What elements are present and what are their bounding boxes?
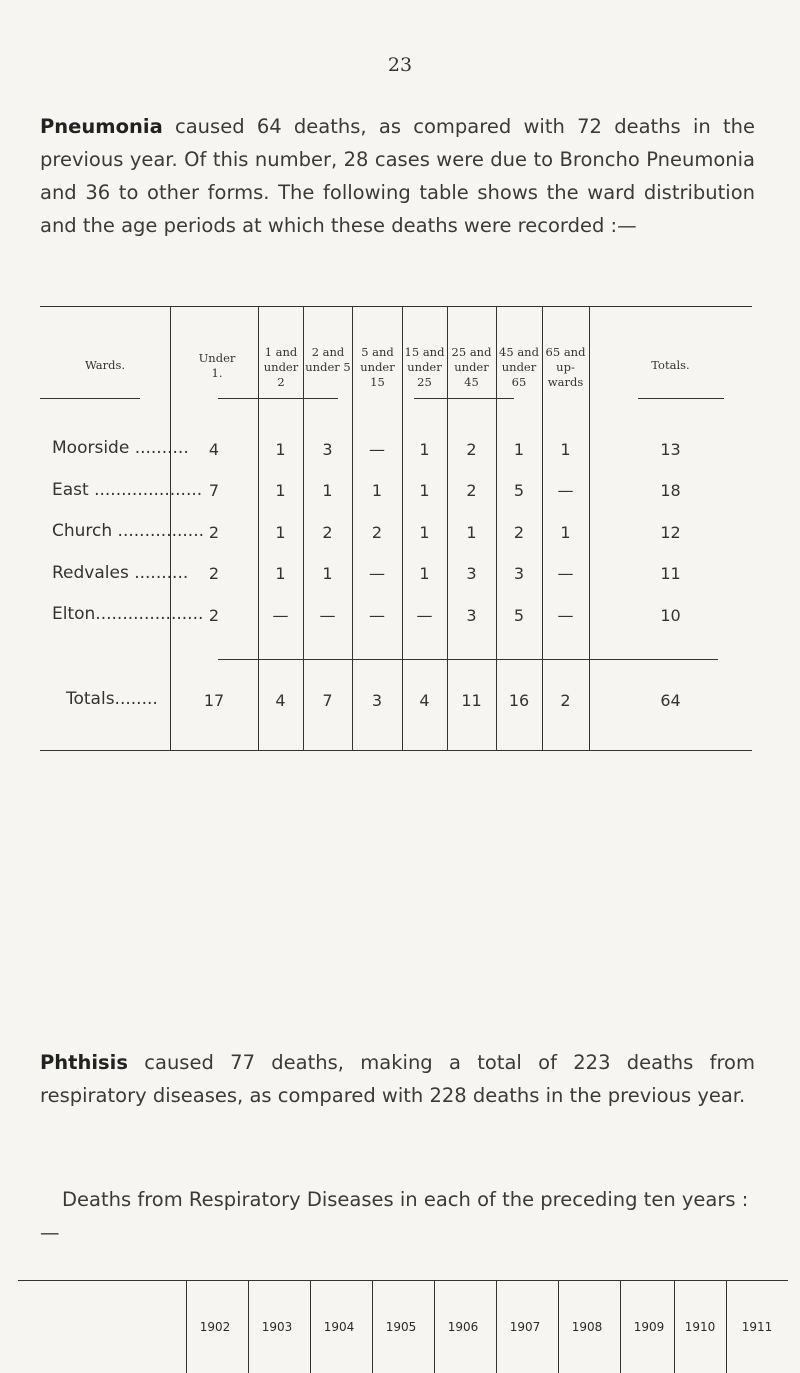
table-cell: — <box>557 481 574 500</box>
table-bottom-rule <box>40 750 752 751</box>
table-cell: 1 <box>275 564 286 583</box>
ward-age-table <box>40 306 752 751</box>
row-label-totals: Totals........ <box>66 689 158 709</box>
phthisis-heading: Phthisis <box>40 1051 128 1074</box>
table-cell: — <box>369 440 385 459</box>
years-col-rule-8 <box>620 1280 621 1373</box>
header-25-under-45: 25 and under 45 <box>451 345 492 389</box>
years-col-rule-10 <box>726 1280 727 1373</box>
table-cell: — <box>557 606 574 625</box>
years-col-rule-1 <box>186 1280 187 1373</box>
years-col-rule-5 <box>434 1280 435 1373</box>
table-cell: 3 <box>371 691 383 710</box>
pneumonia-heading: Pneumonia <box>40 115 163 138</box>
header-15-under-25: 15 and under 25 <box>404 345 445 389</box>
year-header-1906: 1906 <box>447 1320 479 1334</box>
table-cell: 3 <box>513 564 525 583</box>
table-cell: 2 <box>513 523 525 542</box>
years-col-rule-9 <box>674 1280 675 1373</box>
header-rule-totals <box>638 398 724 399</box>
year-header-1908: 1908 <box>571 1320 603 1334</box>
header-2-under-5: 2 and under 5 <box>305 345 351 374</box>
row-label-moorside: Moorside .......... <box>52 438 189 458</box>
table-cell: 18 <box>660 481 681 500</box>
header-wards: Wards. <box>84 358 126 372</box>
header-5-under-15: 5 and under 15 <box>360 345 395 389</box>
table-cell: 2 <box>466 481 477 500</box>
pneumonia-text: caused 64 deaths, as compared with 72 deaths in the previous year. Of this number, 28 cases were due to Broncho Pneumonia and 36 to other forms. The following table shows the ward distribution and the age periods at which these deaths were recorded :— <box>40 115 755 237</box>
table-cell: 1 <box>275 481 286 500</box>
header-1-under-2: 1 and under 2 <box>263 345 299 389</box>
table-cell: 2 <box>466 440 477 459</box>
year-header-1903: 1903 <box>261 1320 293 1334</box>
table-cell: 4 <box>275 691 286 710</box>
table-cell: 1 <box>419 523 430 542</box>
table-cell: 7 <box>322 691 333 710</box>
header-under-1: Under 1. <box>198 351 236 380</box>
years-table-top-rule <box>18 1280 788 1281</box>
table-top-rule <box>40 306 752 307</box>
header-65-upwards: 65 and up-wards <box>545 345 586 389</box>
table-cell: 3 <box>466 564 477 583</box>
table-cell: — <box>369 564 385 583</box>
row-label-east: East .................... <box>52 480 203 500</box>
header-rule-wards <box>40 398 140 399</box>
phthisis-text: caused 77 deaths, making a total of 223 deaths from respiratory diseases, as compared with 228 deaths in the previous year. <box>40 1051 755 1107</box>
table-cell: 2 <box>208 523 220 542</box>
table-cell: 3 <box>466 606 477 625</box>
years-col-rule-7 <box>558 1280 559 1373</box>
table-cell: 4 <box>208 440 220 459</box>
year-header-1909: 1909 <box>633 1320 665 1334</box>
table-cell: 16 <box>508 691 530 710</box>
table-cell: 1 <box>560 440 571 459</box>
header-rule-ages <box>218 398 338 399</box>
year-header-1907: 1907 <box>509 1320 541 1334</box>
table-cell: 1 <box>371 481 383 500</box>
respiratory-years-table <box>18 1280 788 1373</box>
table-cell: 11 <box>660 564 681 583</box>
table-cell: — <box>369 606 385 625</box>
table-cell: 7 <box>208 481 220 500</box>
table-cell: 1 <box>513 440 525 459</box>
table-cell: 5 <box>513 606 525 625</box>
table-cell: 13 <box>660 440 681 459</box>
table-cell: 4 <box>419 691 430 710</box>
table-cell: 1 <box>275 440 286 459</box>
table-cell: 5 <box>513 481 525 500</box>
table-cell: 2 <box>371 523 383 542</box>
table-cell: 1 <box>560 523 571 542</box>
table-cell: 1 <box>322 481 333 500</box>
header-45-under-65: 45 and under 65 <box>499 345 539 389</box>
table-cell: 1 <box>322 564 333 583</box>
table-cell: 2 <box>208 564 220 583</box>
year-header-1911: 1911 <box>741 1320 773 1334</box>
years-col-rule-6 <box>496 1280 497 1373</box>
table-cell: 1 <box>419 440 430 459</box>
table-cell: 17 <box>203 691 225 710</box>
page-number: 23 <box>387 54 413 76</box>
table-cell: 2 <box>208 606 220 625</box>
table-cell: 64 <box>660 691 681 710</box>
table-cell: 11 <box>461 691 482 710</box>
header-rule-ages-2 <box>414 398 514 399</box>
table-cell: 2 <box>322 523 333 542</box>
pneumonia-paragraph <box>40 110 755 242</box>
table-cell: 12 <box>660 523 681 542</box>
year-header-1910: 1910 <box>684 1320 716 1334</box>
year-header-1902: 1902 <box>199 1320 231 1334</box>
table-cell: 1 <box>419 481 430 500</box>
table-cell: — <box>416 606 433 625</box>
table-cell: — <box>557 564 574 583</box>
table-cell: 3 <box>322 440 333 459</box>
row-label-elton: Elton.................... <box>52 604 204 624</box>
respiratory-intro-paragraph: Deaths from Respiratory Diseases in each of the preceding ten years :— <box>40 1188 749 1244</box>
years-col-rule-2 <box>248 1280 249 1373</box>
years-col-rule-3 <box>310 1280 311 1373</box>
year-header-1904: 1904 <box>323 1320 355 1334</box>
row-label-redvales: Redvales .......... <box>52 563 189 583</box>
table-cell: — <box>272 606 289 625</box>
table-cell: 1 <box>275 523 286 542</box>
table-cell: — <box>319 606 336 625</box>
phthisis-paragraph <box>40 1046 755 1112</box>
table-cell: 2 <box>560 691 571 710</box>
year-header-1905: 1905 <box>385 1320 417 1334</box>
table-cell: 1 <box>466 523 477 542</box>
header-totals: Totals. <box>651 358 690 372</box>
table-cell: 10 <box>660 606 681 625</box>
years-col-rule-4 <box>372 1280 373 1373</box>
table-cell: 1 <box>419 564 430 583</box>
row-label-church: Church ................ <box>52 521 205 541</box>
totals-rule <box>218 659 718 660</box>
